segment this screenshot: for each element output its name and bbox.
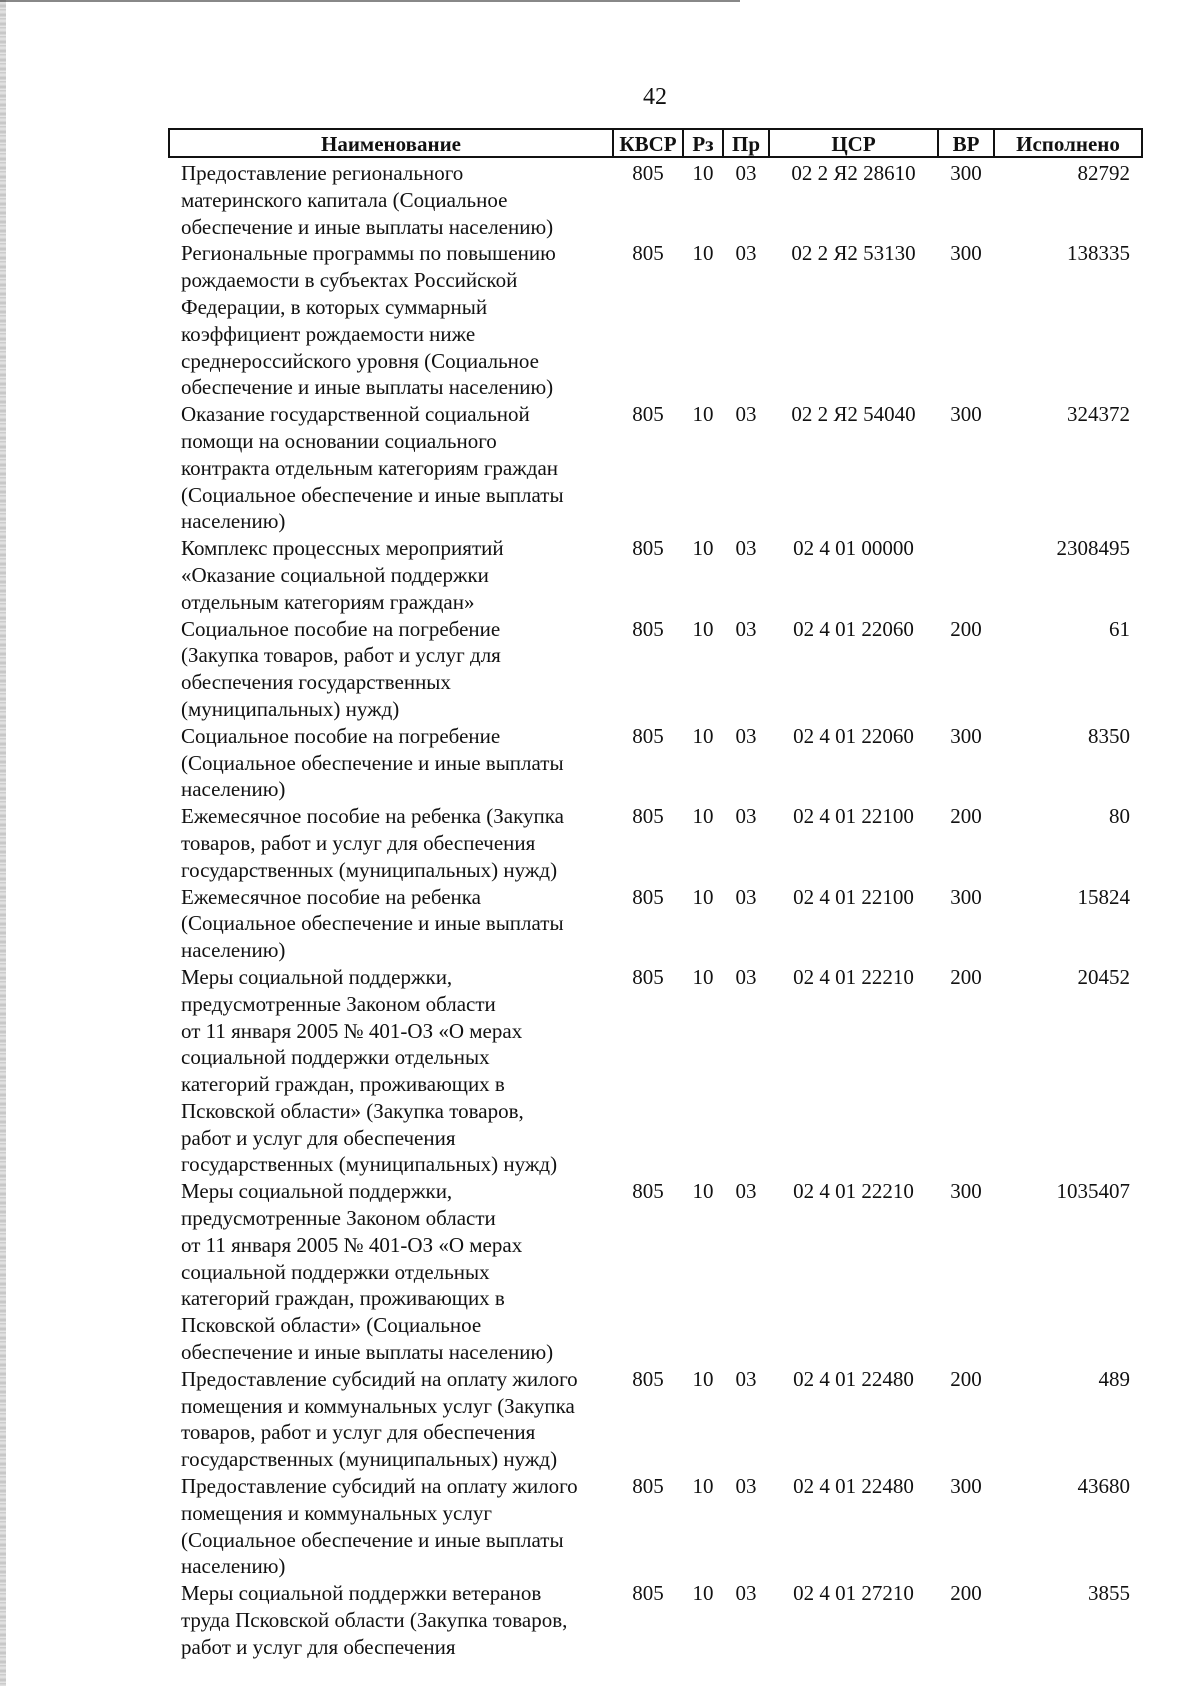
cell-kvsr: 805	[632, 402, 664, 427]
cell-name	[169, 964, 613, 1178]
cell-csr: 02 2 Я2 54040	[791, 402, 916, 427]
cell-name-line: Предоставление регионального	[181, 161, 464, 185]
cell-ispolneno: 3855	[1088, 1581, 1130, 1606]
table-row	[169, 1178, 1142, 1366]
header-pr: Пр	[723, 129, 769, 157]
cell-name-line: государственных (муниципальных) нужд)	[181, 1447, 558, 1472]
cell-name-line: среднероссийского уровня (Социальное	[181, 348, 539, 373]
cell-vr: 300	[950, 723, 982, 748]
cell-name-line: «Оказание социальной поддержки	[181, 562, 489, 587]
cell-name-line: Меры социальной поддержки ветеранов	[181, 1581, 542, 1606]
cell-vr: 200	[950, 616, 982, 641]
cell-name-line: обеспечение и иные выплаты населению)	[181, 214, 554, 239]
cell-name-line: помещения и коммунальных услуг	[181, 1500, 492, 1525]
cell-name-line: товаров, работ и услуг для обеспечения	[181, 830, 536, 855]
table-row	[169, 240, 1142, 401]
cell-csr: 02 4 01 22210	[793, 964, 914, 989]
cell-pr: 03	[735, 402, 757, 427]
cell-ispolneno: 2308495	[1056, 536, 1130, 561]
cell-name-line: обеспечения государственных	[181, 670, 451, 695]
cell-name-line: материнского капитала (Социальное	[181, 187, 508, 212]
cell-name-line: категорий граждан, проживающих в	[181, 1286, 505, 1311]
cell-pr: 03	[735, 241, 757, 266]
cell-name-line: населению)	[181, 777, 286, 802]
cell-rz: 10	[692, 723, 714, 748]
header-csr: ЦСР	[769, 129, 938, 157]
table-row	[169, 616, 1142, 723]
cell-name-line: отдельным категориям граждан»	[181, 589, 475, 614]
cell-vr: 200	[950, 804, 982, 829]
cell-kvsr: 805	[632, 884, 664, 909]
cell-vr: 300	[950, 402, 982, 427]
cell-name	[169, 1366, 613, 1473]
cell-vr	[938, 535, 994, 615]
cell-pr: 03	[735, 884, 757, 909]
cell-ispolneno: 8350	[1088, 723, 1130, 748]
cell-kvsr: 805	[632, 1179, 664, 1204]
cell-name	[169, 1580, 613, 1660]
cell-name-line: Меры социальной поддержки,	[181, 964, 453, 989]
cell-kvsr: 805	[632, 964, 664, 989]
cell-name-line: населению)	[181, 509, 286, 534]
cell-name-line: Региональные программы по повышению	[181, 241, 556, 266]
cell-pr: 03	[735, 1179, 757, 1204]
header-ispolneno: Исполнено	[994, 129, 1142, 157]
cell-name-line: Социальное пособие на погребение	[181, 616, 501, 641]
cell-csr: 02 4 01 00000	[793, 536, 914, 561]
cell-name	[169, 723, 613, 803]
cell-name-line: Комплекс процессных мероприятий	[181, 536, 504, 561]
cell-name-line: (муниципальных) нужд)	[181, 696, 400, 721]
cell-rz: 10	[692, 1581, 714, 1606]
cell-name-line: (Закупка товаров, работ и услуг для	[181, 643, 501, 668]
cell-name-line: Псковской области» (Социальное	[181, 1313, 482, 1338]
cell-name-line: (Социальное обеспечение и иные выплаты	[181, 911, 564, 936]
cell-ispolneno: 489	[1098, 1366, 1130, 1391]
cell-kvsr: 805	[632, 1474, 664, 1499]
cell-name-line: Меры социальной поддержки,	[181, 1179, 453, 1204]
table-row	[169, 535, 1142, 615]
cell-name	[169, 157, 613, 240]
table-row	[169, 1580, 1142, 1660]
cell-kvsr: 805	[632, 723, 664, 748]
cell-name	[169, 1473, 613, 1580]
cell-name-line: коэффициент рождаемости ниже	[181, 321, 476, 346]
cell-vr: 300	[950, 241, 982, 266]
table-row	[169, 1366, 1142, 1473]
table-row	[169, 964, 1142, 1178]
cell-ispolneno: 80	[1109, 804, 1130, 829]
cell-vr: 300	[950, 161, 982, 185]
cell-name-line: Предоставление субсидий на оплату жилого	[181, 1474, 578, 1499]
cell-pr: 03	[735, 804, 757, 829]
cell-name	[169, 240, 613, 401]
cell-pr: 03	[735, 616, 757, 641]
cell-csr: 02 4 01 22060	[793, 723, 914, 748]
cell-csr: 02 4 01 22060	[793, 616, 914, 641]
cell-name-line: товаров, работ и услуг для обеспечения	[181, 1420, 536, 1445]
cell-name-line: населению)	[181, 938, 286, 963]
table-row	[169, 723, 1142, 803]
cell-rz: 10	[692, 161, 714, 185]
cell-name-line: Федерации, в которых суммарный	[181, 294, 488, 319]
cell-name-line: от 11 января 2005 № 401-ОЗ «О мерах	[181, 1232, 523, 1257]
header-kvsr: КВСР	[613, 129, 683, 157]
cell-name-line: государственных (муниципальных) нужд)	[181, 857, 558, 882]
table-header-row	[169, 129, 1142, 157]
cell-csr: 02 4 01 22100	[793, 804, 914, 829]
cell-pr: 03	[735, 964, 757, 989]
header-rz: Рз	[683, 129, 723, 157]
table-row	[169, 157, 1142, 240]
cell-name-line: работ и услуг для обеспечения	[181, 1125, 456, 1150]
cell-kvsr: 805	[632, 616, 664, 641]
cell-name	[169, 401, 613, 535]
cell-name	[169, 1178, 613, 1366]
cell-ispolneno: 20452	[1077, 964, 1130, 989]
cell-kvsr: 805	[632, 804, 664, 829]
cell-kvsr: 805	[632, 1366, 664, 1391]
cell-name-line: (Социальное обеспечение и иные выплаты	[181, 1527, 564, 1552]
cell-name	[169, 616, 613, 723]
cell-name-line: социальной поддержки отдельных	[181, 1045, 490, 1070]
cell-name	[169, 535, 613, 615]
cell-name-line: категорий граждан, проживающих в	[181, 1072, 505, 1097]
cell-name-line: помощи на основании социального	[181, 428, 497, 453]
cell-rz: 10	[692, 241, 714, 266]
cell-name-line: Ежемесячное пособие на ребенка	[181, 884, 481, 909]
cell-name-line: (Социальное обеспечение и иные выплаты	[181, 750, 564, 775]
cell-name-line: населению)	[181, 1554, 286, 1579]
cell-csr: 02 4 01 22480	[793, 1474, 914, 1499]
table-body	[169, 157, 1142, 1661]
cell-vr: 200	[950, 1366, 982, 1391]
cell-pr: 03	[735, 723, 757, 748]
cell-csr: 02 4 01 22210	[793, 1179, 914, 1204]
cell-vr: 200	[950, 1581, 982, 1606]
cell-kvsr: 805	[632, 161, 664, 185]
cell-name-line: Ежемесячное пособие на ребенка (Закупка	[181, 804, 564, 829]
cell-pr: 03	[735, 536, 757, 561]
cell-rz: 10	[692, 402, 714, 427]
cell-kvsr: 805	[632, 1581, 664, 1606]
cell-ispolneno: 324372	[1067, 402, 1130, 427]
cell-ispolneno: 61	[1109, 616, 1130, 641]
cell-vr: 300	[950, 1179, 982, 1204]
cell-pr: 03	[735, 161, 757, 185]
cell-name-line: обеспечение и иные выплаты населению)	[181, 375, 554, 400]
cell-pr: 03	[735, 1366, 757, 1391]
cell-rz: 10	[692, 804, 714, 829]
cell-name-line: социальной поддержки отдельных	[181, 1259, 490, 1284]
cell-rz: 10	[692, 964, 714, 989]
cell-name-line: Предоставление субсидий на оплату жилого	[181, 1366, 578, 1391]
header-vr: ВР	[938, 129, 994, 157]
cell-name-line: Оказание государственной социальной	[181, 402, 530, 427]
cell-name-line: контракта отдельным категориям граждан	[181, 455, 559, 480]
cell-name-line: рождаемости в субъектах Российской	[181, 268, 518, 293]
cell-name-line: работ и услуг для обеспечения	[181, 1634, 456, 1659]
cell-rz: 10	[692, 536, 714, 561]
cell-rz: 10	[692, 616, 714, 641]
cell-csr: 02 4 01 22480	[793, 1366, 914, 1391]
budget-table	[168, 128, 1143, 1661]
cell-ispolneno: 15824	[1077, 884, 1130, 909]
table-row	[169, 1473, 1142, 1580]
cell-ispolneno: 43680	[1077, 1474, 1130, 1499]
cell-kvsr: 805	[632, 241, 664, 266]
cell-csr: 02 2 Я2 28610	[791, 161, 916, 185]
cell-pr: 03	[735, 1581, 757, 1606]
cell-name-line: государственных (муниципальных) нужд)	[181, 1152, 558, 1177]
table-row	[169, 803, 1142, 883]
cell-ispolneno: 138335	[1067, 241, 1130, 266]
cell-vr: 200	[950, 964, 982, 989]
cell-ispolneno: 1035407	[1056, 1179, 1130, 1204]
cell-rz: 10	[692, 884, 714, 909]
cell-name-line: обеспечение и иные выплаты населению)	[181, 1340, 554, 1365]
cell-vr: 300	[950, 884, 982, 909]
cell-ispolneno: 82792	[1077, 161, 1130, 185]
cell-csr: 02 2 Я2 53130	[791, 241, 916, 266]
cell-csr: 02 4 01 22100	[793, 884, 914, 909]
cell-rz: 10	[692, 1179, 714, 1204]
cell-csr: 02 4 01 27210	[793, 1581, 914, 1606]
cell-name-line: помещения и коммунальных услуг (Закупка	[181, 1393, 575, 1418]
cell-pr: 03	[735, 1474, 757, 1499]
cell-rz: 10	[692, 1474, 714, 1499]
scan-edge-left	[0, 0, 6, 1686]
cell-name	[169, 803, 613, 883]
header-name: Наименование	[169, 129, 613, 157]
page-number: 42	[643, 84, 667, 110]
cell-name-line: предусмотренные Законом области	[181, 1206, 496, 1231]
cell-vr: 300	[950, 1474, 982, 1499]
cell-name-line: Псковской области» (Закупка товаров,	[181, 1098, 524, 1123]
scan-edge-top	[0, 0, 740, 2]
cell-name-line: (Социальное обеспечение и иные выплаты	[181, 482, 564, 507]
cell-name-line: предусмотренные Законом области	[181, 991, 496, 1016]
cell-name	[169, 884, 613, 964]
cell-rz: 10	[692, 1366, 714, 1391]
cell-name-line: труда Псковской области (Закупка товаров,	[181, 1608, 568, 1633]
table-row	[169, 884, 1142, 964]
cell-name-line: от 11 января 2005 № 401-ОЗ «О мерах	[181, 1018, 523, 1043]
cell-name-line: Социальное пособие на погребение	[181, 723, 501, 748]
table-row	[169, 401, 1142, 535]
cell-kvsr: 805	[632, 536, 664, 561]
